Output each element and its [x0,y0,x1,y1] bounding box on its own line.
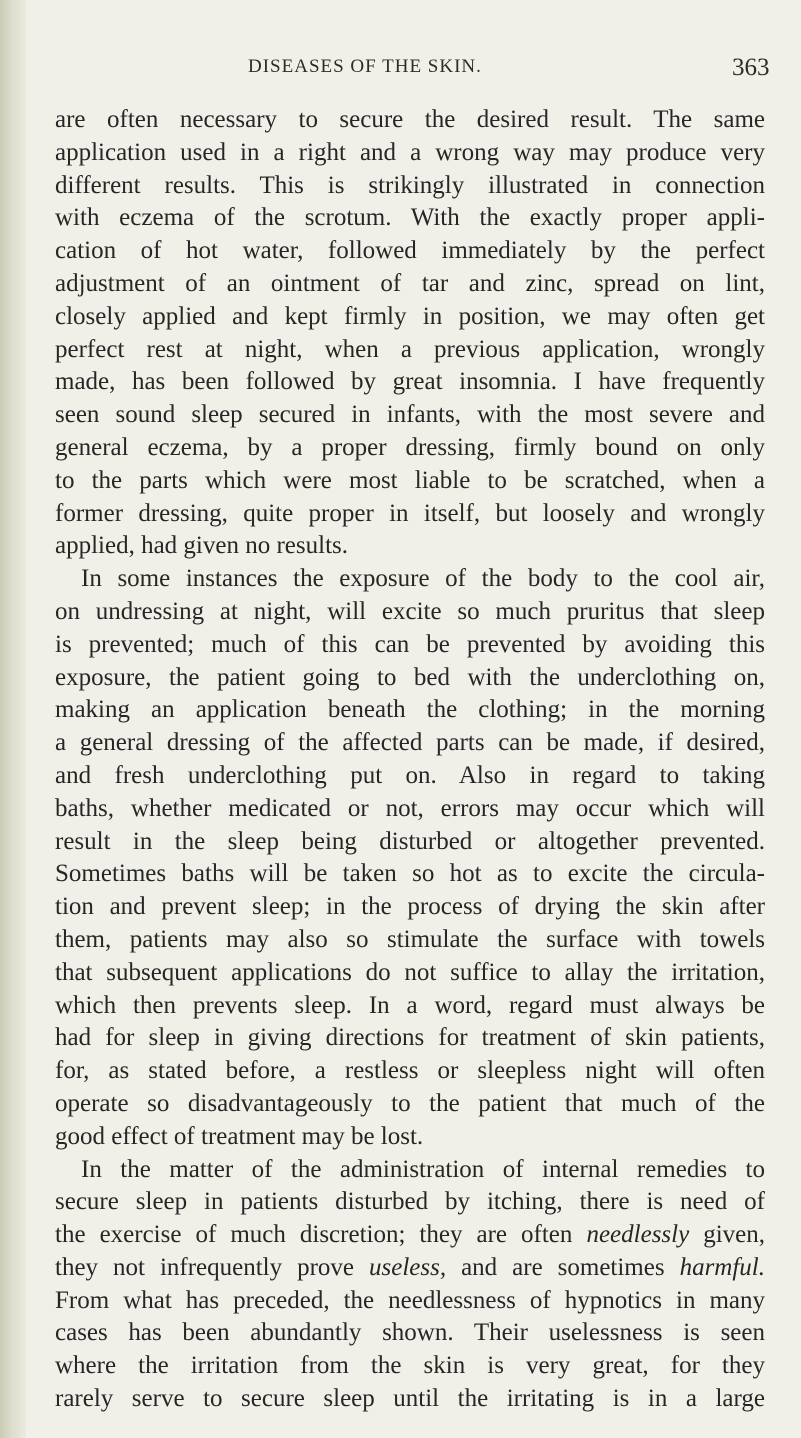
text-line: result in the sleep being disturbed or altogether prevented. [55,827,765,855]
text-line: general eczema, by a proper dressing, firmly bound on only [55,433,765,461]
text-line: application used in a right and a wrong way may produce very [55,138,765,166]
text-line: on undressing at night, will excite so much pruritus that sleep [55,597,765,625]
text-line: Sometimes baths will be taken so hot as to excite the circula- [55,860,765,888]
text-line: applied, had given no results. [55,532,348,560]
text-line: different results. This is strikingly illustrated in connection [55,171,765,199]
text-line: cases has been abundantly shown. Their uselessness is seen [55,1319,765,1347]
text-run: and are sometimes [461,1253,665,1281]
running-head: DISEASES OF THE SKIN. [248,56,482,77]
text-line: operate so disadvantageously to the patient that much of the [55,1089,765,1117]
text-line: is prevented; much of this can be prevented by avoiding this [55,630,765,658]
text-line: tion and prevent sleep; in the process of drying the skin after [55,893,765,921]
text-line: perfect rest at night, when a previous application, wrongly [55,335,765,363]
text-line: seen sound sleep secured in infants, with the most severe and [55,401,765,429]
italic-word: useless, [369,1253,447,1281]
text-line: In the matter of the administration of internal remedies to [81,1155,765,1183]
text-line: rarely serve to secure sleep until the irritating is in a large [55,1385,765,1413]
text-line: baths, whether medicated or not, errors may occur which will [55,794,765,822]
page-header [0,56,801,92]
text-run: they not infrequently prove [55,1253,355,1281]
text-line: From what has preceded, the needlessness of hypnotics in many [55,1286,765,1314]
text-line: cation of hot water, followed immediately by the perfect [55,237,765,265]
text-line-with-italic [55,1252,765,1285]
text-line: adjustment of an ointment of tar and zinc, spread on lint, [55,269,765,297]
page-number: 363 [732,54,770,81]
body-text [55,104,765,1416]
text-line: are often necessary to secure the desired result. The same [55,106,765,133]
text-line: making an application beneath the clothing; in the morning [55,696,765,724]
text-line: which then prevents sleep. In a word, regard must always be [55,991,765,1019]
text-line: made, has been followed by great insomnia. I have frequently [55,368,765,396]
text-line: good effect of treatment may be lost. [55,1122,424,1150]
text-line: closely applied and kept firmly in position, we may often get [55,302,765,330]
text-run: given, [703,1221,766,1249]
text-line: to the parts which were most liable to be scratched, when a [55,466,765,494]
text-line: for, as stated before, a restless or sleepless night will often [55,1057,765,1085]
text-line: with eczema of the scrotum. With the exactly proper appli- [55,204,765,232]
text-line: secure sleep in patients disturbed by itching, there is need of [55,1188,765,1216]
text-line: where the irritation from the skin is very great, for they [55,1352,765,1380]
text-line: had for sleep in giving directions for treatment of skin patients, [55,1024,765,1052]
text-line: exposure, the patient going to bed with the underclothing on, [55,663,765,691]
page-gutter-shadow [0,0,26,1438]
text-line: In some instances the exposure of the body to the cool air, [81,565,765,593]
italic-word: needlessly [586,1221,690,1249]
text-line: a general dressing of the affected parts can be made, if desired, [55,729,765,757]
text-run: the exercise of much discretion; they are often [55,1221,573,1249]
text-line: and fresh underclothing put on. Also in regard to taking [55,761,765,789]
text-line: that subsequent applications do not suffice to allay the irritation, [55,958,765,986]
text-line: them, patients may also so stimulate the surface with towels [55,925,765,953]
text-line: former dressing, quite proper in itself, but loosely and wrongly [55,499,765,527]
text-line-with-italic [55,1219,765,1252]
italic-word: harmful. [679,1253,766,1281]
